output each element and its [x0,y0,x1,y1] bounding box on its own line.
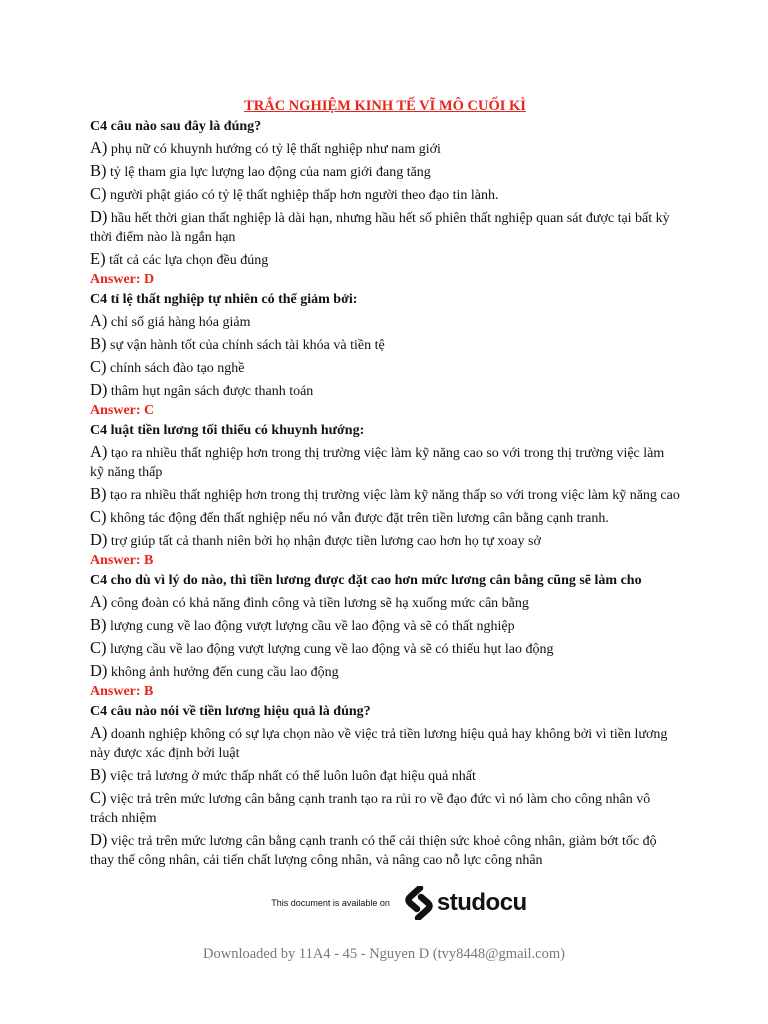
option-letter: A) [90,311,108,330]
option-letter: D) [90,207,108,226]
option-text: hầu hết thời gian thất nghiệp là dài hạn, nhưng hầu hết số phiên thất nghiệp quan sát được tại bất kỳ thời điểm nào là ngắn hạn [90,211,670,245]
option-letter: A) [90,723,108,742]
option [90,380,680,401]
option-letter: B) [90,765,107,784]
question-block [90,571,680,701]
option [90,615,680,636]
option-letter: A) [90,442,108,461]
option [90,442,680,482]
option-letter: D) [90,661,108,680]
option-letter: D) [90,530,108,549]
option-letter: C) [90,788,107,807]
question-text: C4 luật tiền lương tối thiểu có khuynh hướng: [90,423,365,438]
document-title: TRẮC NGHIỆM KINH TẾ VĨ MÔ CUỐI KÌ [244,98,526,114]
option-text: người phật giáo có tỷ lệ thất nghiệp thấp hơn người theo đạo tin lành. [106,188,499,203]
option-letter: A) [90,138,108,157]
option-letter: D) [90,830,108,849]
question-text: C4 tỉ lệ thất nghiệp tự nhiên có thể giảm bởi: [90,292,358,307]
option-text: tỷ lệ tham gia lực lượng lao động của nam giới đang tăng [106,165,431,180]
answer-key: Answer: D [90,272,155,287]
option [90,723,680,763]
option-letter: B) [90,484,107,503]
option [90,661,680,682]
option-text: thâm hụt ngân sách được thanh toán [107,384,314,399]
question-block [90,290,680,420]
option [90,788,680,828]
studocu-banner[interactable] [0,884,768,922]
option [90,592,680,613]
document-body [90,96,680,870]
answer-key: Answer: C [90,403,155,418]
option [90,638,680,659]
availability-text: This document is available on [271,898,390,908]
studocu-wordmark: studocu [436,889,527,916]
option-letter: C) [90,638,107,657]
option-text: lượng cầu về lao động vượt lượng cung về lao động và sẽ có thiếu hụt lao động [106,642,554,657]
option-text: tạo ra nhiều thất nghiệp hơn trong thị trường việc làm kỹ năng cao so với trong thị trường việc làm kỹ năng thấp [90,446,665,480]
option [90,830,680,870]
option [90,357,680,378]
question-block [90,702,680,870]
option-letter: C) [90,184,107,203]
download-credit: Downloaded by 11A4 - 45 - Nguyen D (tvy8448@gmail.com) [203,946,565,962]
option-text: doanh nghiệp không có sự lựa chọn nào về việc trả tiền lương hiệu quả hay không bởi vì tiền lương này được xác định bởi luật [90,727,668,761]
studocu-logo[interactable] [404,886,527,920]
option-text: tất cả các lựa chọn đều đúng [105,253,269,268]
option [90,334,680,355]
option [90,530,680,551]
option-text: lượng cung về lao động vượt lượng cầu về lao động và sẽ có thất nghiệp [106,619,515,634]
option-text: việc trả trên mức lương cân bằng cạnh tranh có thể cải thiện sức khoẻ công nhân, giảm bớt tốc độ thay thế công nhân, cải tiến chất lượng công nhân, và nâng cao nỗ lực công nhân [90,834,657,868]
option-text: phụ nữ có khuynh hướng có tỷ lệ thất nghiệp như nam giới [107,142,441,157]
option [90,184,680,205]
answer-key: Answer: B [90,684,154,699]
option-letter: D) [90,380,108,399]
option-letter: E) [90,249,106,268]
answer-key: Answer: B [90,553,154,568]
option-letter: A) [90,592,108,611]
question-block [90,421,680,570]
option [90,138,680,159]
option-text: không ảnh hưởng đến cung cầu lao động [107,665,339,680]
option-text: không tác động đến thất nghiệp nếu nó vẫn được đặt trên tiền lương cân bằng cạnh tranh. [106,511,609,526]
option-letter: B) [90,615,107,634]
option-text: trợ giúp tất cả thanh niên bởi họ nhận được tiền lương cao hơn họ tự xoay sở [107,534,541,549]
option [90,311,680,332]
option [90,249,680,270]
question-text: C4 cho dù vì lý do nào, thì tiền lương được đặt cao hơn mức lương cân bằng cũng sẽ làm cho [90,573,642,588]
option [90,507,680,528]
option [90,161,680,182]
question-text: C4 câu nào nói về tiền lương hiệu quả là đúng? [90,704,371,719]
option-text: tạo ra nhiều thất nghiệp hơn trong thị trường việc làm kỹ năng thấp so với trong việc làm kỹ năng cao [106,488,680,503]
question-block [90,117,680,289]
option [90,207,680,247]
option-letter: B) [90,161,107,180]
option-letter: B) [90,334,107,353]
option-text: sự vận hành tốt của chính sách tài khóa và tiền tệ [106,338,385,353]
option [90,484,680,505]
option-letter: C) [90,357,107,376]
question-text: C4 câu nào sau đây là đúng? [90,119,262,134]
option-text: chỉ số giá hàng hóa giảm [107,315,251,330]
option-text: công đoàn có khả năng đình công và tiền lương sẽ hạ xuống mức cân bằng [107,596,529,611]
option [90,765,680,786]
option-text: chính sách đào tạo nghề [106,361,245,376]
studocu-logo-icon [404,886,434,920]
option-text: việc trả lương ở mức thấp nhất có thể luôn luôn đạt hiệu quả nhất [106,769,476,784]
option-letter: C) [90,507,107,526]
option-text: việc trả trên mức lương cân bằng cạnh tranh tạo ra rủi ro về đạo đức vì nó làm cho công nhân vô trách nhiệm [90,792,651,826]
